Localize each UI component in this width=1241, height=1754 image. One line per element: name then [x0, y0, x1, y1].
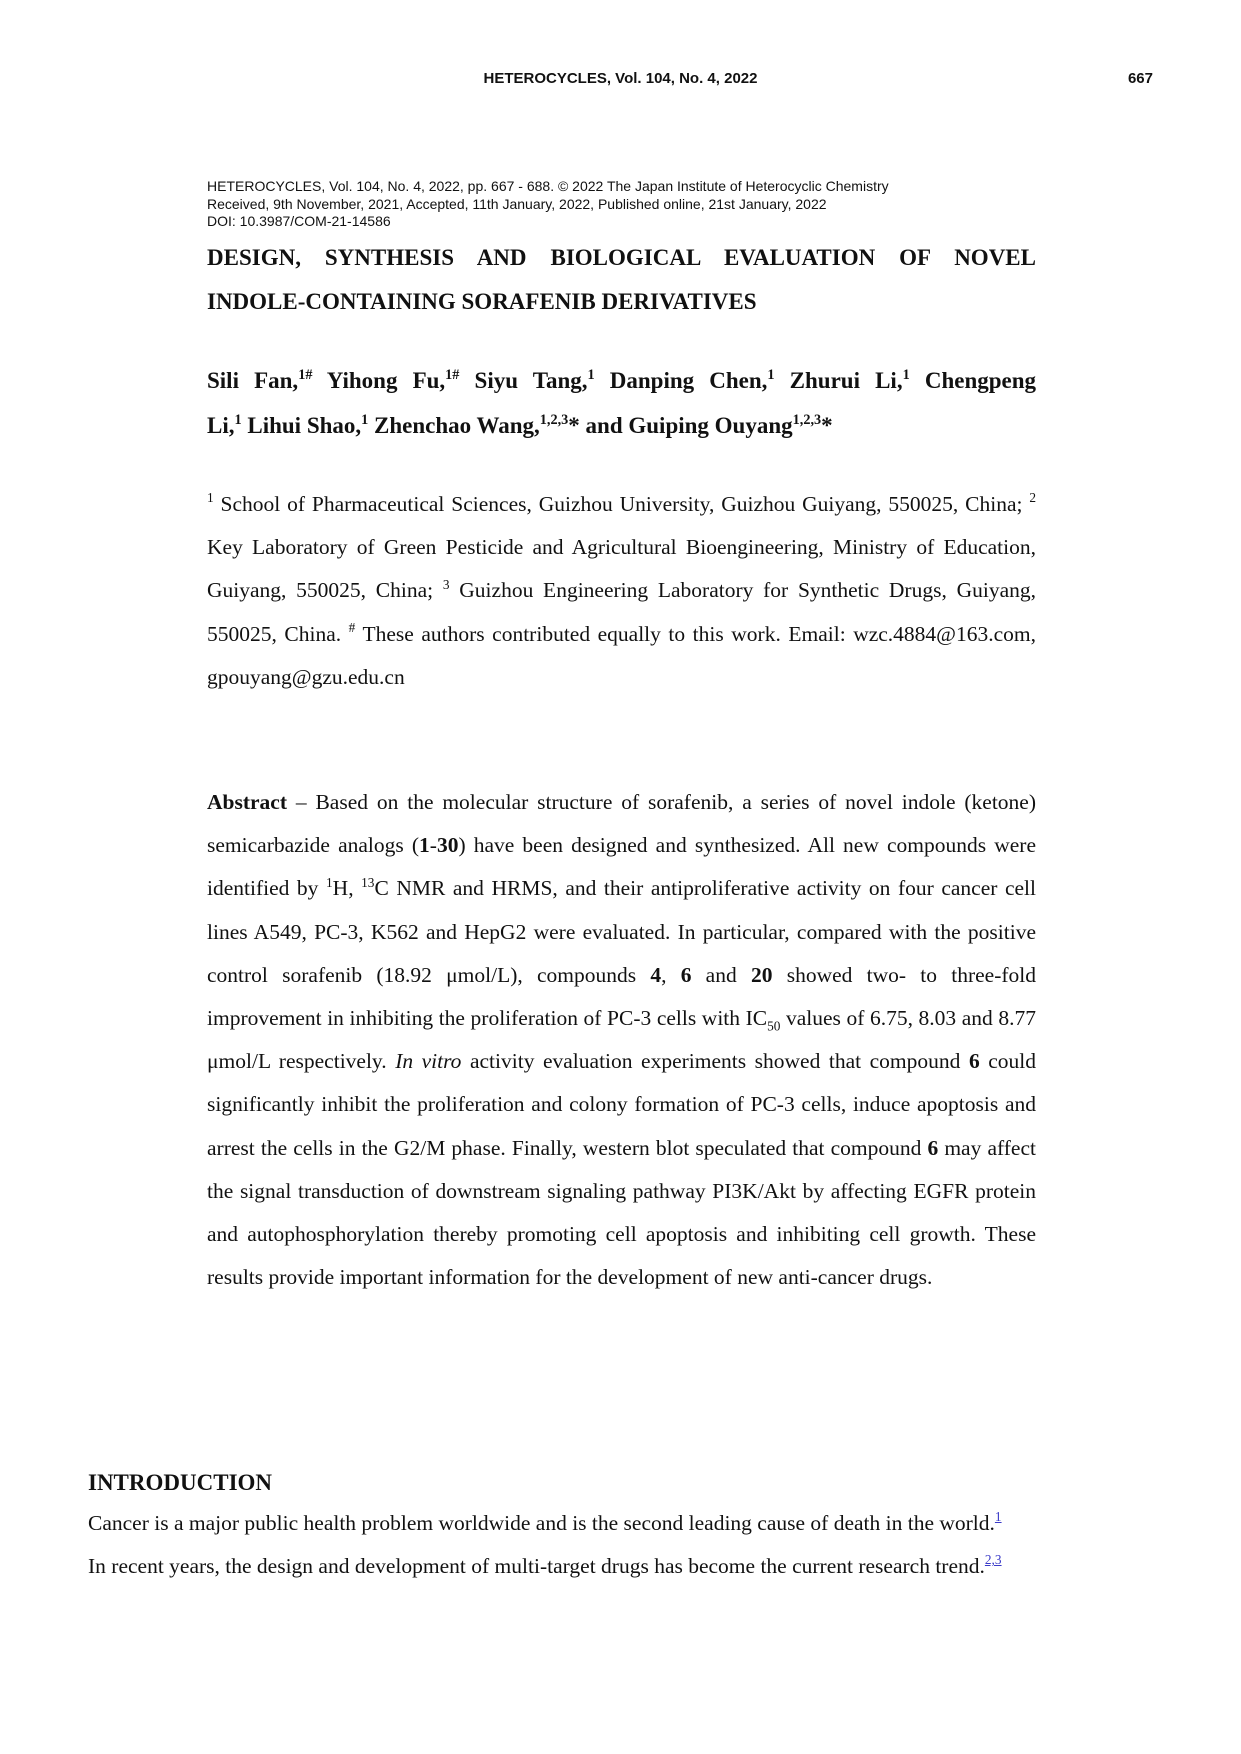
abstract-text: -	[429, 833, 437, 858]
compound-ref: 6	[680, 962, 692, 987]
abstract-text: ,	[661, 962, 681, 987]
author-separator: * and	[568, 413, 623, 438]
section-heading-introduction: INTRODUCTION	[88, 1470, 273, 1495]
author-affiliation-mark: 1	[767, 366, 775, 383]
author-name: Zhurui Li,	[789, 368, 903, 393]
compound-ref: 1	[419, 833, 430, 858]
author-line-2	[207, 413, 833, 438]
author-name: Zhenchao Wang,	[374, 413, 540, 438]
affiliation-mark: 2	[1029, 490, 1036, 506]
meta-dates: Received, 9th November, 2021, Accepted, 11th January, 2022, Published online, 21st January, 2022	[207, 195, 827, 212]
abstract-label: Abstract	[207, 790, 288, 814]
intro-text: Cancer is a major public health problem worldwide and is the second leading cause of death in the world.	[88, 1511, 995, 1535]
abstract-text: ) have been designed and synthesized. All new compounds were identified by	[207, 833, 1036, 901]
author-name: Chengpeng	[924, 368, 1037, 393]
affiliation-1: School of Pharmaceutical Sciences, Guizhou University, Guizhou Guiyang, 550025, China;	[213, 492, 1030, 516]
abstract-text: could significantly inhibit the proliferation and colony formation of PC-3 cells, induce apoptosis and arrest the cells in the G2/M phase. Finally, western blot speculated that compound	[207, 1049, 1036, 1160]
abstract-text: C NMR and HRMS, and their antiproliferative activity on four cancer cell lines A549, PC-3, K562 and HepG2 were evaluated. In particular, compared with the positive control sorafenib (18.92 μmol/L), compounds	[207, 876, 1037, 987]
author-name: Guiping Ouyang	[628, 413, 793, 438]
compound-ref: 30	[436, 833, 459, 858]
abstract-text: – Based on the molecular structure of sorafenib, a series of novel indole (ketone) semicarbazide analogs (	[207, 790, 1036, 858]
contact-note: These authors contributed equally to this work. Email: wzc.4884@163.com, gpouyang@gzu.edu.cn	[207, 621, 1036, 689]
author-affiliation-mark: 1	[361, 411, 369, 428]
intro-line-1	[88, 1502, 1152, 1545]
publication-meta	[207, 178, 1037, 231]
meta-doi: DOI: 10.3987/COM-21-14586	[207, 213, 391, 229]
author-affiliation-mark: 1,2,3	[539, 411, 569, 428]
reference-link[interactable]: 2,3	[984, 1552, 1002, 1568]
author-affiliation-mark: 1#	[445, 366, 460, 383]
ic50-subscript: 50	[767, 1018, 781, 1034]
compound-ref: 6	[927, 1135, 939, 1160]
abstract-text: showed two- to three-fold improvement in inhibiting the proliferation of PC-3 cells with IC	[207, 962, 1036, 1031]
introduction-body	[88, 1502, 1152, 1588]
compound-ref: 4	[650, 962, 662, 987]
author-list	[207, 358, 1036, 448]
paper-title	[207, 236, 1036, 324]
abstract-text: and	[691, 962, 751, 987]
equal-contribution-mark: #	[348, 619, 356, 635]
affiliation-mark: 1	[207, 490, 214, 506]
meta-citation: HETEROCYCLES, Vol. 104, No. 4, 2022, pp. 667 - 688. © 2022 The Japan Institute of Heterocyclic Chemistry	[207, 178, 889, 194]
affiliation-3: Guizhou Engineering Laboratory for Synthetic Drugs, Guiyang, 550025, China.	[207, 578, 1036, 646]
author-affiliation-mark: 1	[234, 411, 242, 428]
abstract-text: H,	[332, 876, 362, 901]
title-line-2: INDOLE-CONTAINING SORAFENIB DERIVATIVES	[207, 289, 757, 314]
reference-link[interactable]: 1	[994, 1509, 1002, 1525]
author-line-1	[207, 358, 1036, 403]
affiliations	[207, 483, 1036, 699]
italic-term: In vitro	[395, 1049, 462, 1074]
author-name: Sili Fan,	[207, 368, 299, 393]
author-name: Lihui Shao,	[247, 413, 362, 438]
author-name: Siyu Tang,	[474, 368, 588, 393]
running-head: HETEROCYCLES, Vol. 104, No. 4, 2022	[483, 70, 758, 87]
author-name: Yihong Fu,	[326, 368, 446, 393]
intro-line-2	[88, 1545, 1152, 1588]
author-name: Danping Chen,	[609, 368, 768, 393]
abstract-text: values of 6.75, 8.03 and 8.77 μmol/L respectively.	[207, 1006, 1036, 1074]
abstract-text: activity evaluation experiments showed that compound	[461, 1049, 969, 1074]
compound-ref: 20	[750, 962, 773, 987]
isotope-mark: 1	[326, 874, 333, 890]
affiliation-mark: 3	[442, 576, 450, 592]
author-name: Li,	[207, 413, 235, 438]
abstract-text: may affect the signal transduction of downstream signaling pathway PI3K/Akt by affecting EGFR protein and autophosphorylation thereby promoting cell apoptosis and inhibiting cell growth. These results provide important information for the development of new anti-cancer drugs.	[207, 1135, 1036, 1290]
page-header	[0, 70, 1241, 94]
page-number: 667	[1127, 70, 1153, 87]
author-affiliation-mark: 1	[902, 366, 910, 383]
author-affiliation-mark: 1,2,3	[792, 411, 822, 428]
isotope-mark: 13	[361, 874, 375, 890]
compound-ref: 6	[968, 1049, 980, 1074]
author-affiliation-mark: 1	[587, 366, 595, 383]
abstract	[207, 781, 1036, 1299]
corresponding-mark: *	[821, 413, 833, 438]
intro-text: In recent years, the design and development of multi-target drugs has become the current research trend.	[88, 1554, 985, 1579]
title-line-1: DESIGN, SYNTHESIS AND BIOLOGICAL EVALUATION OF NOVEL	[207, 245, 1036, 270]
author-affiliation-mark: 1#	[298, 366, 313, 383]
affiliation-2: Key Laboratory of Green Pesticide and Agricultural Bioengineering, Ministry of Education, Guiyang, 550025, China;	[207, 535, 1036, 603]
